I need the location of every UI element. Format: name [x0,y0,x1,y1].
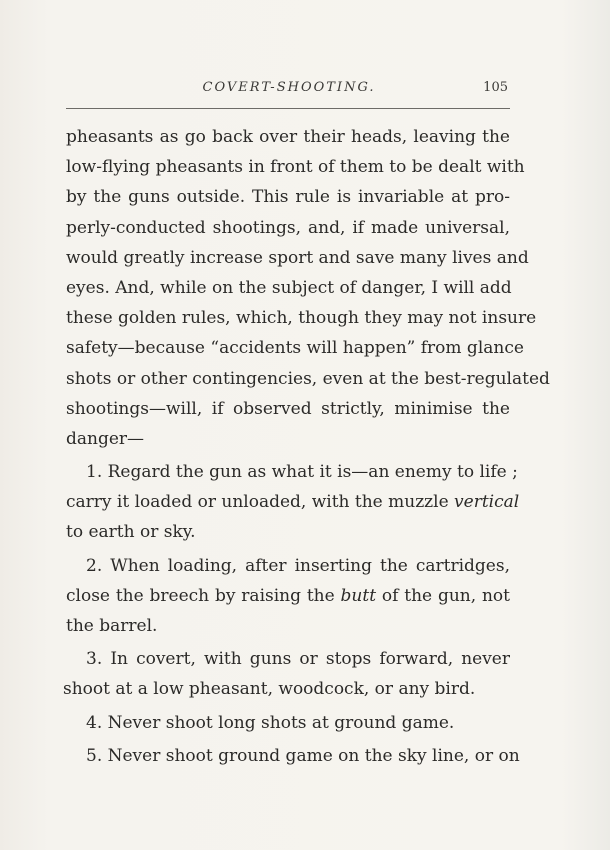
running-title: COVERT-SHOOTING. [202,80,376,95]
rule-1-line [66,487,520,517]
text-line: eyes. And, while on the subject of danger, I will add [66,277,512,298]
text-line: would greatly increase sport and save many lives and [66,247,529,268]
rule-1-line: 1. Regard the gun as what it is—an enemy to life ; [86,462,518,483]
rule-1-line: to earth or sky. [66,522,196,543]
text-line: danger— [66,428,145,449]
body-text [63,122,550,771]
rule-2-line: 2. When loading, after inserting the cartridges, [86,555,510,576]
rule-3-line: shoot at a low pheasant, woodcock, or any bird. [63,679,476,700]
rule-3-line: 3. In covert, with guns or stops forward, never [86,649,510,670]
text-line: low-flying pheasants in front of them to be dealt with [66,157,525,178]
text-line: perly-conducted shootings, and, if made universal, [66,217,510,238]
rule-2-line: the barrel. [66,616,158,636]
rule-2-line [66,581,510,611]
text-line: safety—because “accidents will happen” from glance [66,338,524,359]
header-rule [66,108,510,109]
rule-5-line: 5. Never shoot ground game on the sky line, or on [86,745,520,766]
rule-1-emphasis: vertical [454,492,520,513]
page-number: 105 [483,80,508,95]
rule-4-line: 4. Never shoot long shots at ground game. [86,712,455,733]
text-line: shootings—will, if observed strictly, minimise the [66,398,510,419]
running-head [66,80,512,100]
rule-2-text: close the breech by raising the [66,585,341,606]
rule-1-text: carry it loaded or unloaded, with the muzzle [66,492,455,513]
text-line: pheasants as go back over their heads, leaving the [66,127,510,147]
rule-2-emphasis: butt [340,585,377,606]
text-line: shots or other contingencies, even at the best-regulated [66,368,550,389]
text-line: by the guns outside. This rule is invariable at pro- [66,187,510,208]
rule-2-text: of the gun, not [376,585,510,606]
text-line: these golden rules, which, though they may not insure [66,308,537,329]
